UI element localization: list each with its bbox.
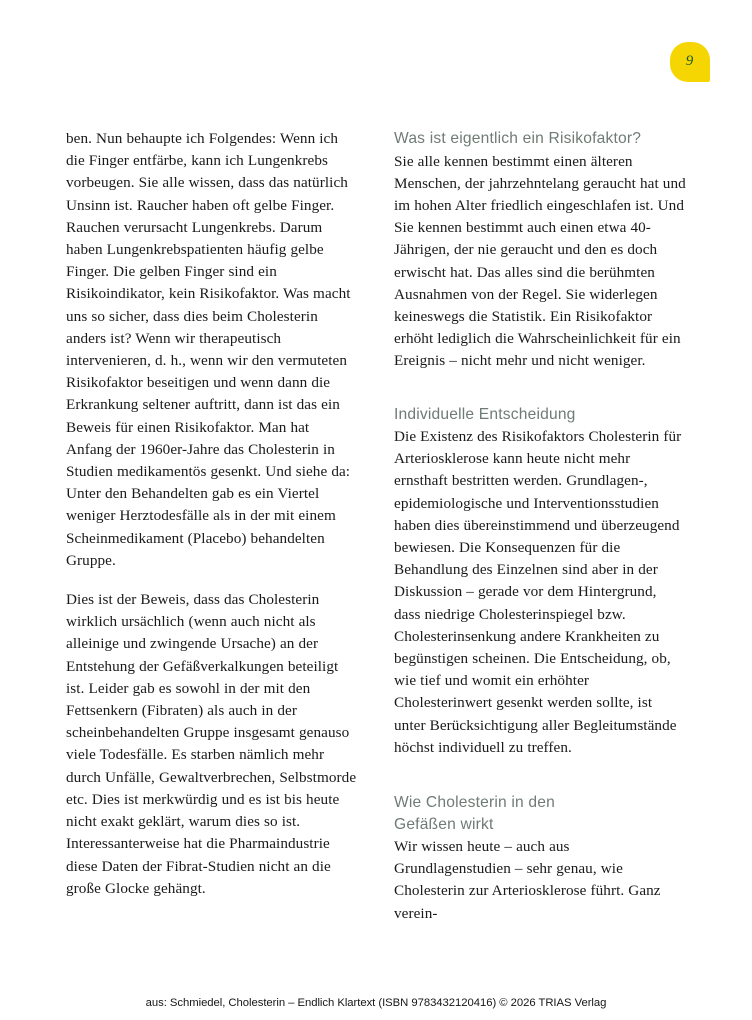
- paragraph: Die Existenz des Risikofaktors Cholesterin für Arteriosklerose kann heute nicht mehr ernsthaft bestritten werden. Grundlagen-, epidemiologische und Interventionsstudien haben dies übereinstimmend und überzeugend bewiesen. Die Konsequenzen für die Behandlung des Einzelnen sind aber in der Diskussion – gerade vor dem Hintergrund, dass niedrige Cholesterinspiegel bzw. Cholesterinsenkung andere Krankheiten zu begünstigen scheinen. Die Entscheidung, ob, wie tief und womit ein erhöhter Cholesterinwert gesenkt werden sollte, ist unter Berücksichtigung aller Begleitumstände höchst individuell zu treffen.: [394, 428, 682, 756]
- paragraph: Wir wissen heute – auch aus Grundlagenstudien – sehr genau, wie Cholesterin zur Arteriosklerose führt. Ganz verein-: [394, 838, 661, 922]
- left-column: [66, 128, 358, 948]
- section-heading-individuelle-entscheidung: Individuelle Entscheidung: [394, 405, 576, 423]
- paragraph: ben. Nun behaupte ich Folgendes: Wenn ich die Finger entfärbe, kann ich Lungenkrebs vorbeugen. Sie alle wissen, dass das natürlich Unsinn ist. Raucher haben oft gelbe Finger. Rauchen verursacht Lungenkrebs. Darum haben Lungenkrebspatienten häufig gelbe Finger. Die gelben Finger sind ein Risikoindikator, kein Risikofaktor. Was macht uns so sicher, dass dies beim Cholesterin anders ist? Wenn wir therapeutisch intervenieren, d. h., wenn wir den vermuteten Risikofaktor beseitigen und wenn dann die Erkrankung seltener auftritt, dann ist das ein Beweis für einen Risikofaktor. Man hat Anfang der 1960er-Jahre das Cholesterin in Studien medikamentös gesenkt. Und siehe da: Unter den Behandelten gab es ein Viertel weniger Herztodesfälle als in der mit einem Scheinmedikament (Placebo) behandelten Gruppe.: [66, 130, 351, 569]
- paragraph: Dies ist der Beweis, dass das Cholesterin wirklich ursächlich (wenn auch nicht als alleinige und zwingende Ursache) an der Entstehung der Gefäßverkalkungen beteiligt ist. Leider gab es sowohl in der mit den Fettsenkern (Fibraten) als auch in der scheinbehandelten Gruppe insgesamt genauso viele Todesfälle. Es starben nämlich mehr durch Unfälle, Gewaltverbrechen, Selbstmorde etc. Dies ist merkwürdig und es ist bis heute nicht exakt geklärt, warum dies so ist. Interessanterweise hat die Pharmaindustrie diese Daten der Fibrat-Studien nicht an die große Glocke gehängt.: [66, 591, 357, 897]
- text-columns: [66, 128, 686, 948]
- page-number-badge: [670, 42, 710, 82]
- paragraph: Sie alle kennen bestimmt einen älteren Menschen, der jahrzehntelang geraucht hat und im hohen Alter friedlich eingeschlafen ist. Und Sie kennen bestimmt auch einen etwa 40-Jährigen, der nie geraucht und den es doch erwischt hat. Das alles sind die berühmten Ausnahmen von der Regel. Sie widerlegen keineswegs die Statistik. Ein Risikofaktor erhöht lediglich die Wahrscheinlichkeit für ein Ereignis – nicht mehr und nicht weniger.: [394, 152, 686, 370]
- section-heading-line-2: Gefäßen wirkt: [394, 815, 494, 833]
- section-heading-wie-cholesterin-wirkt: [394, 792, 686, 835]
- footer-credit-line: aus: Schmiedel, Cholesterin – Endlich Klartext (ISBN 9783432120416) © 2026 TRIAS Verlag: [145, 997, 607, 1009]
- section-heading-risikofaktor: Was ist eigentlich ein Risikofaktor?: [394, 130, 642, 147]
- right-column: [394, 128, 686, 948]
- page-number-label: 9: [685, 53, 694, 69]
- section-heading-line-1: Wie Cholesterin in den: [394, 794, 555, 812]
